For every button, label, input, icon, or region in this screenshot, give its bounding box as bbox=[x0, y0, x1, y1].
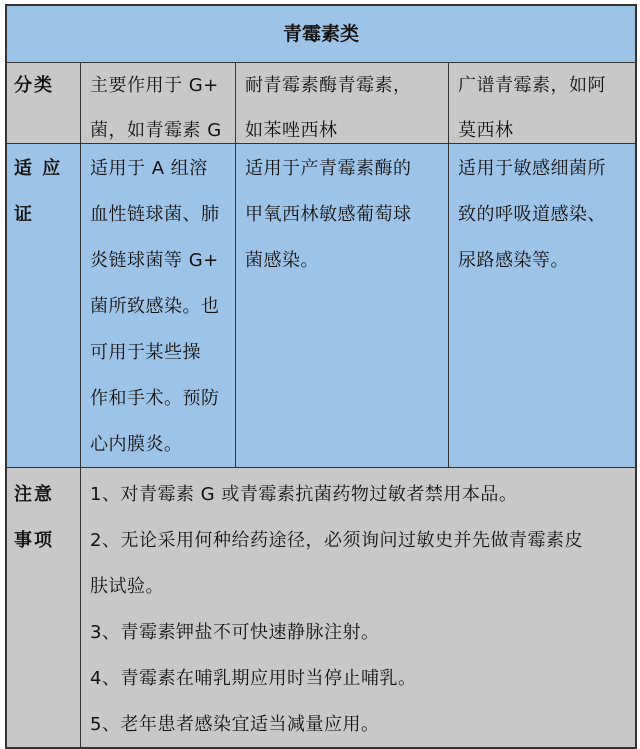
text-line: 2、无论采用何种给药途径，必须询问过敏史并先做青霉素皮 bbox=[90, 530, 583, 551]
text-line: 菌感染。 bbox=[245, 250, 319, 271]
text-line: 适用于 A 组溶 bbox=[90, 158, 208, 179]
table-row-classification bbox=[7, 62, 635, 143]
text-line: 注意 bbox=[14, 484, 54, 505]
text-line: 3、青霉素钾盐不可快速静脉注射。 bbox=[90, 622, 380, 643]
text-line: 作和手术。预防 bbox=[90, 388, 220, 409]
text-line: 炎链球菌等 G+ bbox=[90, 250, 219, 271]
table-row-indications bbox=[7, 143, 635, 467]
text-line: 4、青霉素在哺乳期应用时当停止哺乳。 bbox=[90, 668, 417, 689]
text-line: 适用于产青霉素酶的 bbox=[245, 158, 412, 179]
text-line: 菌，如青霉素 G bbox=[90, 120, 222, 141]
text-line: 血性链球菌、肺 bbox=[90, 204, 220, 225]
text-line: 证 bbox=[14, 204, 34, 225]
text-line: 甲氧西林敏感葡萄球 bbox=[245, 204, 412, 225]
row-label bbox=[7, 144, 80, 467]
table-title-row bbox=[7, 6, 635, 62]
text-line: 事项 bbox=[14, 530, 54, 551]
text-line: 致的呼吸道感染、 bbox=[458, 204, 606, 225]
row-label bbox=[7, 468, 80, 747]
text-line: 可用于某些操 bbox=[90, 342, 201, 363]
text-line: 适 应 bbox=[14, 158, 63, 179]
table-cell bbox=[80, 144, 235, 467]
table-cell bbox=[80, 63, 235, 143]
text-line: 分类 bbox=[14, 75, 54, 96]
table-cell bbox=[235, 144, 448, 467]
text-line: 广谱青霉素，如阿 bbox=[458, 75, 606, 96]
table-row-precautions bbox=[7, 467, 635, 747]
text-line: 尿路感染等。 bbox=[458, 250, 569, 271]
text-line: 5、老年患者感染宜适当减量应用。 bbox=[90, 714, 380, 735]
precautions-cell bbox=[80, 468, 635, 747]
text-line: 心内膜炎。 bbox=[90, 434, 183, 455]
text-line: 主要作用于 G+ bbox=[90, 75, 219, 96]
table-title: 青霉素类 bbox=[282, 23, 359, 45]
penicillin-table bbox=[5, 4, 637, 749]
table-cell bbox=[448, 63, 635, 143]
text-line: 如苯唑西林 bbox=[245, 120, 338, 141]
text-line: 适用于敏感细菌所 bbox=[458, 158, 606, 179]
text-line: 耐青霉素酶青霉素， bbox=[245, 75, 412, 96]
text-line: 1、对青霉素 G 或青霉素抗菌药物过敏者禁用本品。 bbox=[90, 484, 518, 505]
text-line: 肤试验。 bbox=[90, 576, 164, 597]
text-line: 菌所致感染。也 bbox=[90, 296, 220, 317]
table-cell bbox=[235, 63, 448, 143]
row-label bbox=[7, 63, 80, 143]
text-line: 莫西林 bbox=[458, 120, 514, 141]
table-cell bbox=[448, 144, 635, 467]
